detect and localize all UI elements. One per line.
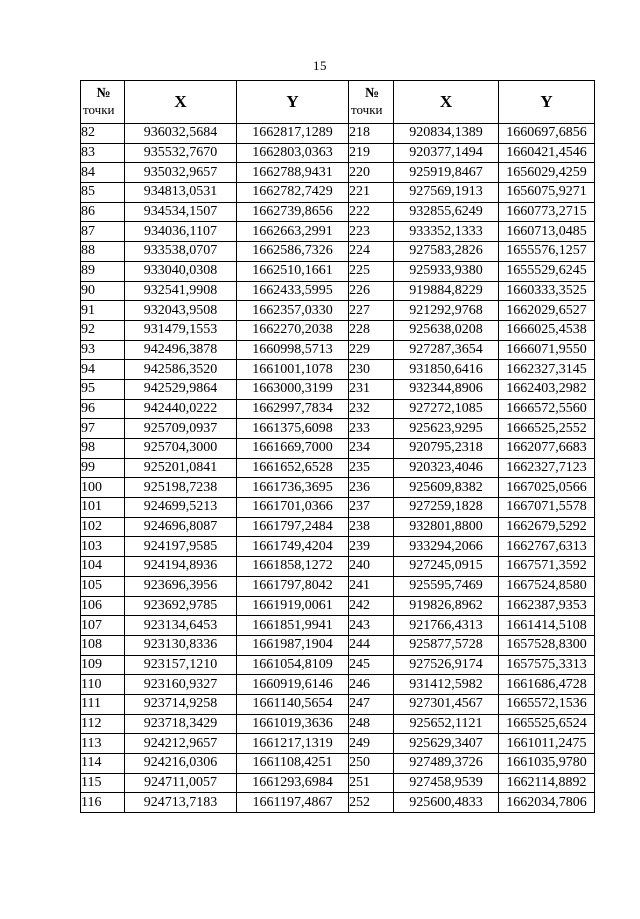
point-number-cell: 222 (349, 202, 394, 222)
point-number-cell: 239 (349, 537, 394, 557)
point-number-cell: 84 (81, 163, 125, 183)
y-cell: 1660333,3525 (499, 281, 595, 301)
y-cell: 1662077,6683 (499, 439, 595, 459)
point-number-cell: 113 (81, 734, 125, 754)
table-row (81, 202, 595, 222)
x-cell: 924216,0306 (125, 754, 237, 774)
y-cell: 1662997,7834 (237, 399, 349, 419)
point-number-cell: 243 (349, 616, 394, 636)
point-number-cell: 99 (81, 458, 125, 478)
table-row (81, 143, 595, 163)
x-cell: 924711,0057 (125, 773, 237, 793)
table-row (81, 261, 595, 281)
point-number-cell: 250 (349, 754, 394, 774)
table-row (81, 360, 595, 380)
x-cell: 923134,6453 (125, 616, 237, 636)
point-number-cell: 111 (81, 694, 125, 714)
y-cell: 1662788,9431 (237, 163, 349, 183)
point-number-cell: 245 (349, 655, 394, 675)
x-cell: 933538,0707 (125, 242, 237, 262)
x-cell: 942440,0222 (125, 399, 237, 419)
x-cell: 927526,9174 (394, 655, 499, 675)
x-cell: 942586,3520 (125, 360, 237, 380)
y-cell: 1661736,3695 (237, 478, 349, 498)
x-cell: 925201,0841 (125, 458, 237, 478)
y-cell: 1656075,9271 (499, 183, 595, 203)
point-word: точки (351, 102, 383, 117)
point-number-cell: 218 (349, 124, 394, 144)
table-row (81, 242, 595, 262)
table-header (81, 81, 595, 124)
table-row (81, 458, 595, 478)
point-number-cell: 251 (349, 773, 394, 793)
y-cell: 1661054,8109 (237, 655, 349, 675)
y-cell: 1661108,4251 (237, 754, 349, 774)
y-cell: 1660697,6856 (499, 124, 595, 144)
y-cell: 1661197,4867 (237, 793, 349, 813)
point-number-cell: 229 (349, 340, 394, 360)
y-cell: 1666572,5560 (499, 399, 595, 419)
table-row (81, 320, 595, 340)
point-number-cell: 116 (81, 793, 125, 813)
y-cell: 1661652,6528 (237, 458, 349, 478)
x-cell: 934036,1107 (125, 222, 237, 242)
x-cell: 925704,3000 (125, 439, 237, 459)
y-cell: 1666525,2552 (499, 419, 595, 439)
table-row (81, 773, 595, 793)
header-point-number (81, 81, 125, 124)
point-number-cell: 96 (81, 399, 125, 419)
point-number-cell: 224 (349, 242, 394, 262)
table-row (81, 222, 595, 242)
point-number-cell: 233 (349, 419, 394, 439)
header-y: Y (237, 81, 349, 124)
y-cell: 1662433,5995 (237, 281, 349, 301)
table-row (81, 714, 595, 734)
x-cell: 921766,4313 (394, 616, 499, 636)
y-cell: 1666025,4538 (499, 320, 595, 340)
y-cell: 1663000,3199 (237, 379, 349, 399)
y-cell: 1662817,1289 (237, 124, 349, 144)
y-cell: 1655529,6245 (499, 261, 595, 281)
x-cell: 935032,9657 (125, 163, 237, 183)
y-cell: 1655576,1257 (499, 242, 595, 262)
number-sign: № (364, 86, 380, 101)
x-cell: 923696,3956 (125, 576, 237, 596)
point-number-cell: 246 (349, 675, 394, 695)
point-number-cell: 115 (81, 773, 125, 793)
x-cell: 923157,1210 (125, 655, 237, 675)
x-cell: 924212,9657 (125, 734, 237, 754)
x-cell: 921292,9768 (394, 301, 499, 321)
table-row (81, 439, 595, 459)
table-body (81, 124, 595, 813)
x-cell: 932801,8800 (394, 517, 499, 537)
x-cell: 923692,9785 (125, 596, 237, 616)
point-number-cell: 238 (349, 517, 394, 537)
table-row (81, 616, 595, 636)
point-number-cell: 95 (81, 379, 125, 399)
x-cell: 927458,9539 (394, 773, 499, 793)
point-number-cell: 244 (349, 635, 394, 655)
x-cell: 933294,2066 (394, 537, 499, 557)
point-number-cell: 234 (349, 439, 394, 459)
table-row (81, 754, 595, 774)
point-number-cell: 235 (349, 458, 394, 478)
x-cell: 925709,0937 (125, 419, 237, 439)
y-cell: 1667071,5578 (499, 498, 595, 518)
point-number-cell: 230 (349, 360, 394, 380)
point-number-cell: 83 (81, 143, 125, 163)
y-cell: 1662357,0330 (237, 301, 349, 321)
x-cell: 927272,1085 (394, 399, 499, 419)
y-cell: 1656029,4259 (499, 163, 595, 183)
point-number-cell: 91 (81, 301, 125, 321)
x-cell: 927287,3654 (394, 340, 499, 360)
point-number-cell: 236 (349, 478, 394, 498)
y-cell: 1662270,2038 (237, 320, 349, 340)
table-row (81, 399, 595, 419)
point-number-cell: 252 (349, 793, 394, 813)
point-number-cell: 82 (81, 124, 125, 144)
point-number-cell: 249 (349, 734, 394, 754)
table-row (81, 793, 595, 813)
x-cell: 919884,8229 (394, 281, 499, 301)
table-row (81, 596, 595, 616)
y-cell: 1665572,1536 (499, 694, 595, 714)
point-number-cell: 240 (349, 557, 394, 577)
point-number-cell: 88 (81, 242, 125, 262)
point-number-cell: 97 (81, 419, 125, 439)
point-number-cell: 220 (349, 163, 394, 183)
y-cell: 1661217,1319 (237, 734, 349, 754)
y-cell: 1661669,7000 (237, 439, 349, 459)
y-cell: 1657528,8300 (499, 635, 595, 655)
header-point-number (349, 81, 394, 124)
y-cell: 1662327,3145 (499, 360, 595, 380)
point-number-cell: 89 (81, 261, 125, 281)
point-number-cell: 85 (81, 183, 125, 203)
x-cell: 934534,1507 (125, 202, 237, 222)
x-cell: 927259,1828 (394, 498, 499, 518)
y-cell: 1662403,2982 (499, 379, 595, 399)
point-number-cell: 98 (81, 439, 125, 459)
y-cell: 1662029,6527 (499, 301, 595, 321)
y-cell: 1662739,8656 (237, 202, 349, 222)
point-number-cell: 86 (81, 202, 125, 222)
table-row (81, 340, 595, 360)
point-number-cell: 247 (349, 694, 394, 714)
y-cell: 1661797,8042 (237, 576, 349, 596)
point-number-cell: 110 (81, 675, 125, 695)
y-cell: 1662114,8892 (499, 773, 595, 793)
y-cell: 1662586,7326 (237, 242, 349, 262)
x-cell: 927245,0915 (394, 557, 499, 577)
x-cell: 923718,3429 (125, 714, 237, 734)
y-cell: 1662510,1661 (237, 261, 349, 281)
y-cell: 1661019,3636 (237, 714, 349, 734)
point-number-cell: 231 (349, 379, 394, 399)
x-cell: 925629,3407 (394, 734, 499, 754)
y-cell: 1661140,5654 (237, 694, 349, 714)
point-number-cell: 228 (349, 320, 394, 340)
x-cell: 932043,9508 (125, 301, 237, 321)
point-number-cell: 103 (81, 537, 125, 557)
header-y: Y (499, 81, 595, 124)
point-number-cell: 227 (349, 301, 394, 321)
x-cell: 920834,1389 (394, 124, 499, 144)
y-cell: 1661035,9780 (499, 754, 595, 774)
number-sign: № (96, 86, 111, 101)
x-cell: 925933,9380 (394, 261, 499, 281)
point-number-cell: 237 (349, 498, 394, 518)
y-cell: 1661001,1078 (237, 360, 349, 380)
y-cell: 1667524,8580 (499, 576, 595, 596)
x-cell: 931479,1553 (125, 320, 237, 340)
table-row (81, 517, 595, 537)
table-row (81, 419, 595, 439)
point-word: точки (83, 102, 115, 117)
x-cell: 942529,9864 (125, 379, 237, 399)
point-number-cell: 221 (349, 183, 394, 203)
point-number-cell: 109 (81, 655, 125, 675)
y-cell: 1661987,1904 (237, 635, 349, 655)
y-cell: 1662663,2991 (237, 222, 349, 242)
x-cell: 925919,8467 (394, 163, 499, 183)
y-cell: 1661858,1272 (237, 557, 349, 577)
table-row (81, 183, 595, 203)
point-number-cell: 248 (349, 714, 394, 734)
point-number-cell: 241 (349, 576, 394, 596)
x-cell: 923130,8336 (125, 635, 237, 655)
point-number-cell: 107 (81, 616, 125, 636)
point-number-cell: 105 (81, 576, 125, 596)
y-cell: 1661414,5108 (499, 616, 595, 636)
table-row (81, 478, 595, 498)
x-cell: 925652,1121 (394, 714, 499, 734)
y-cell: 1662387,9353 (499, 596, 595, 616)
x-cell: 920795,2318 (394, 439, 499, 459)
point-number-cell: 223 (349, 222, 394, 242)
point-number-cell: 106 (81, 596, 125, 616)
table-row (81, 163, 595, 183)
x-cell: 925595,7469 (394, 576, 499, 596)
table-row (81, 537, 595, 557)
point-number-cell: 226 (349, 281, 394, 301)
point-number-cell: 112 (81, 714, 125, 734)
x-cell: 931412,5982 (394, 675, 499, 695)
table-row (81, 379, 595, 399)
x-cell: 933352,1333 (394, 222, 499, 242)
y-cell: 1661011,2475 (499, 734, 595, 754)
y-cell: 1660998,5713 (237, 340, 349, 360)
point-number-cell: 100 (81, 478, 125, 498)
x-cell: 919826,8962 (394, 596, 499, 616)
x-cell: 932344,8906 (394, 379, 499, 399)
y-cell: 1661797,2484 (237, 517, 349, 537)
x-cell: 925638,0208 (394, 320, 499, 340)
table-row (81, 675, 595, 695)
y-cell: 1660773,2715 (499, 202, 595, 222)
y-cell: 1657575,3313 (499, 655, 595, 675)
x-cell: 935532,7670 (125, 143, 237, 163)
point-number-cell: 104 (81, 557, 125, 577)
point-number-cell: 94 (81, 360, 125, 380)
x-cell: 925600,4833 (394, 793, 499, 813)
table-row (81, 498, 595, 518)
y-cell: 1662782,7429 (237, 183, 349, 203)
y-cell: 1662803,0363 (237, 143, 349, 163)
point-number-cell: 92 (81, 320, 125, 340)
point-number-cell: 219 (349, 143, 394, 163)
y-cell: 1662034,7806 (499, 793, 595, 813)
x-cell: 924197,9585 (125, 537, 237, 557)
x-cell: 923714,9258 (125, 694, 237, 714)
y-cell: 1661375,6098 (237, 419, 349, 439)
table-row (81, 124, 595, 144)
table-row (81, 635, 595, 655)
x-cell: 932541,9908 (125, 281, 237, 301)
y-cell: 1666071,9550 (499, 340, 595, 360)
y-cell: 1661293,6984 (237, 773, 349, 793)
x-cell: 933040,0308 (125, 261, 237, 281)
table-row (81, 694, 595, 714)
y-cell: 1661749,4204 (237, 537, 349, 557)
y-cell: 1667571,3592 (499, 557, 595, 577)
x-cell: 925609,8382 (394, 478, 499, 498)
point-number-cell: 87 (81, 222, 125, 242)
point-number-cell: 90 (81, 281, 125, 301)
x-cell: 942496,3878 (125, 340, 237, 360)
x-cell: 927569,1913 (394, 183, 499, 203)
table-row (81, 557, 595, 577)
point-number-cell: 225 (349, 261, 394, 281)
point-number-cell: 108 (81, 635, 125, 655)
header-x: X (125, 81, 237, 124)
point-number-cell: 93 (81, 340, 125, 360)
x-cell: 923160,9327 (125, 675, 237, 695)
table-row (81, 576, 595, 596)
x-cell: 932855,6249 (394, 202, 499, 222)
x-cell: 927301,4567 (394, 694, 499, 714)
page-number: 15 (313, 58, 327, 73)
point-number-cell: 114 (81, 754, 125, 774)
y-cell: 1661686,4728 (499, 675, 595, 695)
x-cell: 924699,5213 (125, 498, 237, 518)
table-row (81, 734, 595, 754)
y-cell: 1662767,6313 (499, 537, 595, 557)
x-cell: 927583,2826 (394, 242, 499, 262)
point-number-cell: 101 (81, 498, 125, 518)
y-cell: 1660919,6146 (237, 675, 349, 695)
y-cell: 1661701,0366 (237, 498, 349, 518)
point-number-cell: 232 (349, 399, 394, 419)
x-cell: 927489,3726 (394, 754, 499, 774)
point-number-cell: 102 (81, 517, 125, 537)
x-cell: 934813,0531 (125, 183, 237, 203)
x-cell: 925877,5728 (394, 635, 499, 655)
y-cell: 1660421,4546 (499, 143, 595, 163)
x-cell: 925198,7238 (125, 478, 237, 498)
y-cell: 1662327,7123 (499, 458, 595, 478)
y-cell: 1661919,0061 (237, 596, 349, 616)
x-cell: 925623,9295 (394, 419, 499, 439)
x-cell: 931850,6416 (394, 360, 499, 380)
point-number-cell: 242 (349, 596, 394, 616)
y-cell: 1665525,6524 (499, 714, 595, 734)
x-cell: 924194,8936 (125, 557, 237, 577)
x-cell: 924696,8087 (125, 517, 237, 537)
x-cell: 920377,1494 (394, 143, 499, 163)
x-cell: 920323,4046 (394, 458, 499, 478)
table-row (81, 281, 595, 301)
table-row (81, 655, 595, 675)
y-cell: 1662679,5292 (499, 517, 595, 537)
coordinates-table (80, 80, 595, 813)
table-row (81, 301, 595, 321)
x-cell: 924713,7183 (125, 793, 237, 813)
y-cell: 1667025,0566 (499, 478, 595, 498)
x-cell: 936032,5684 (125, 124, 237, 144)
y-cell: 1660713,0485 (499, 222, 595, 242)
header-x: X (394, 81, 499, 124)
y-cell: 1661851,9941 (237, 616, 349, 636)
header-row (81, 81, 595, 124)
